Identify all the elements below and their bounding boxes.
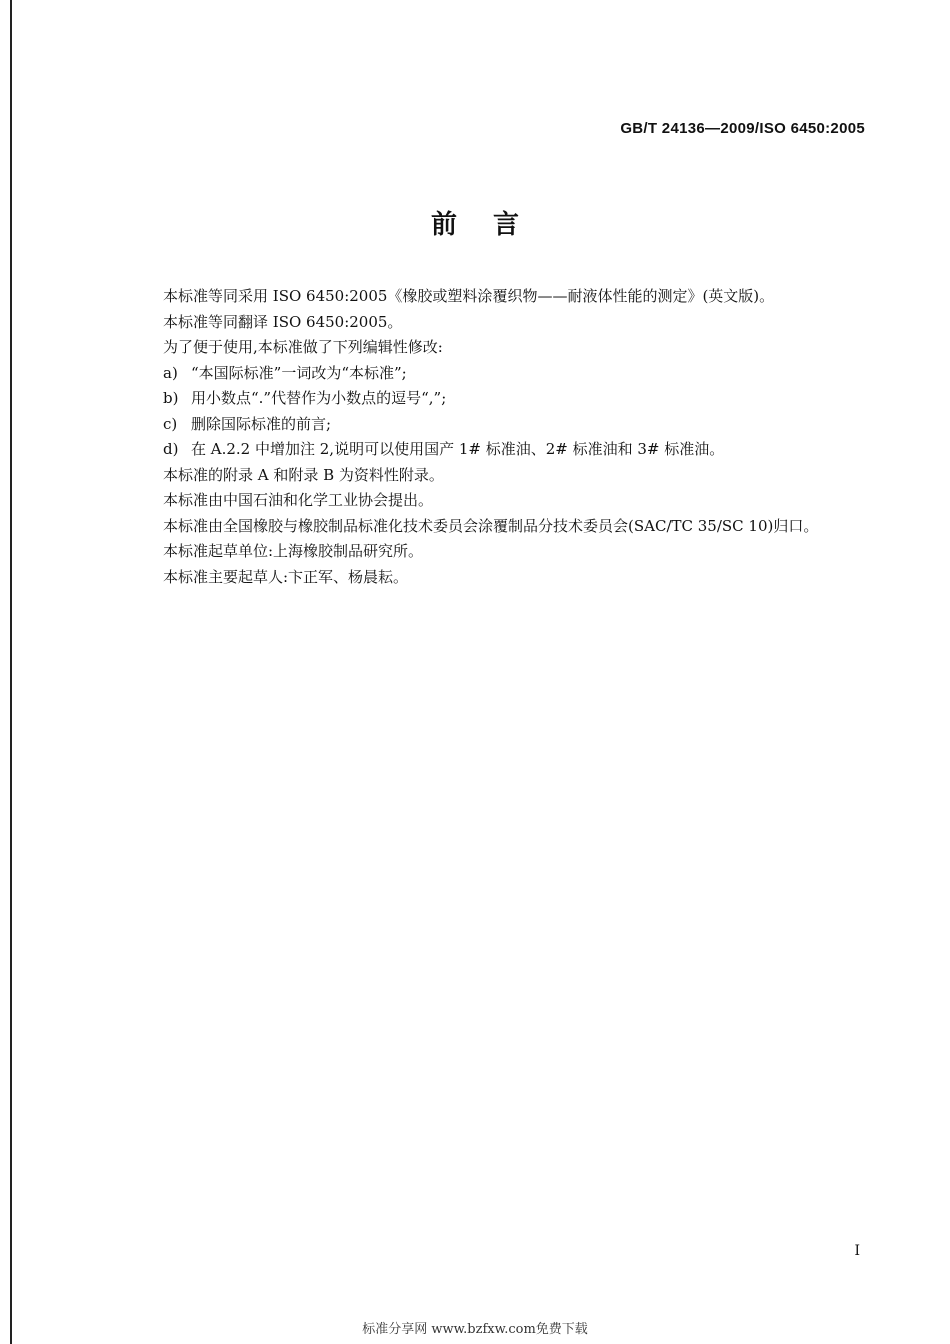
paragraph-adoption: 本标准等同采用 ISO 6450:2005《橡胶或塑料涂覆织物——耐液体性能的测定》(英文版)。 [163, 287, 775, 305]
list-item-text: 删除国际标准的前言; [191, 414, 332, 433]
list-marker: c) [163, 414, 178, 433]
paragraph-translation: 本标准等同翻译 ISO 6450:2005。 [163, 312, 403, 331]
list-marker: d) [163, 440, 179, 458]
list-item-text: 用小数点“.”代替作为小数点的逗号“,”; [191, 389, 447, 407]
binding-margin-line [10, 0, 12, 1344]
list-item-text: “本国际标准”一词改为“本标准”; [191, 363, 407, 382]
paragraph-drafting-unit: 本标准起草单位:上海橡胶制品研究所。 [163, 542, 424, 560]
standard-number: GB/T 24136—2009/ISO 6450:2005 [620, 120, 865, 137]
paragraph-proposer: 本标准由中国石油和化学工业协会提出。 [163, 491, 434, 509]
paragraph-annexes: 本标准的附录 A 和附录 B 为资料性附录。 [163, 465, 444, 484]
paragraph-drafters: 本标准主要起草人:卞正军、杨晨耘。 [163, 567, 409, 586]
list-marker: a) [163, 363, 178, 382]
footer-watermark: 标准分享网 www.bzfxw.com免费下载 [362, 1322, 588, 1337]
paragraph-committee: 本标准由全国橡胶与橡胶制品标准化技术委员会涂覆制品分技术委员会(SAC/TC 35/SC 10)归口。 [163, 516, 819, 535]
paragraph-modifications-intro: 为了便于使用,本标准做了下列编辑性修改: [163, 338, 443, 356]
document-body [135, 284, 865, 590]
page-title: 前言 [430, 210, 555, 240]
list-item-text: 在 A.2.2 中增加注 2,说明可以使用国产 1# 标准油、2# 标准油和 3# 标准油。 [191, 440, 725, 458]
list-marker: b) [163, 389, 179, 407]
page-number: I [854, 1243, 860, 1259]
list-item [135, 361, 865, 387]
list-item [135, 412, 865, 438]
list-item [135, 386, 865, 412]
list-item [135, 437, 865, 463]
